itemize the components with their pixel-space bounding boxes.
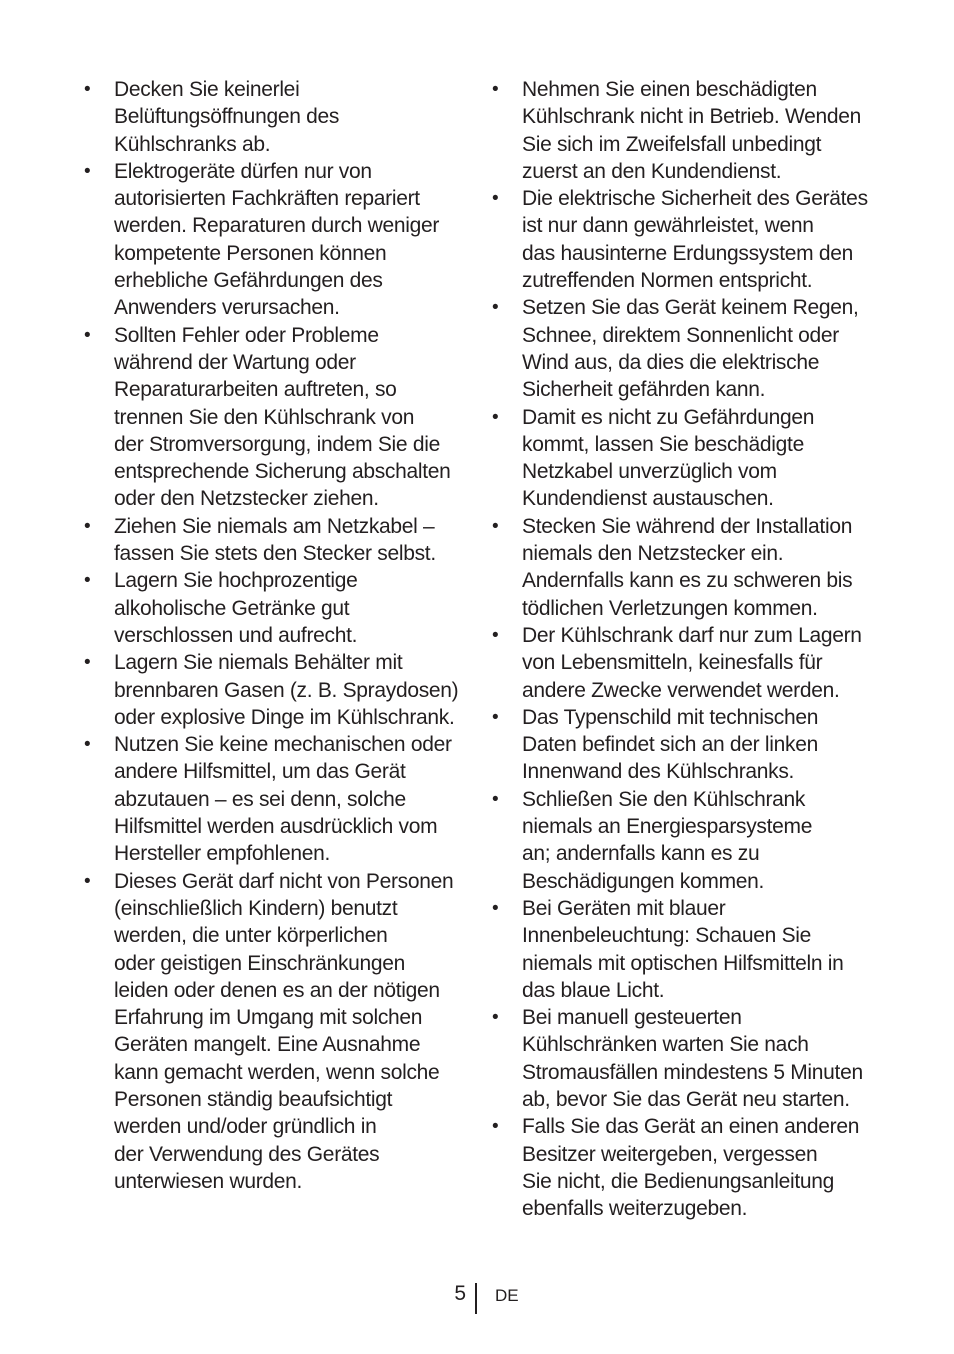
instruction-text-line: Beschädigungen kommen. — [522, 869, 765, 893]
bullet-icon: • — [492, 297, 499, 319]
instruction-text-line: während der Wartung oder — [114, 350, 356, 374]
instruction-text-line: leiden oder denen es an der nötigen — [114, 978, 440, 1002]
instruction-text-line: Das Typenschild mit technischen — [522, 705, 819, 729]
bullet-icon: • — [84, 515, 91, 537]
bullet-icon: • — [84, 160, 91, 182]
bullet-icon: • — [84, 570, 91, 592]
instruction-text-line: Daten befindet sich an der linken — [522, 733, 818, 757]
instruction-text-line: Belüftungsöffnungen des — [114, 105, 340, 129]
safety-instruction-item — [492, 185, 892, 294]
bullet-icon: • — [492, 788, 499, 810]
instruction-text-line: zuerst an den Kundendienst. — [522, 159, 782, 183]
bullet-icon: • — [492, 188, 499, 210]
instruction-text-line: niemals den Netzstecker ein. — [522, 542, 784, 566]
instruction-text-line: andere Hilfsmittel, um das Gerät — [114, 760, 406, 784]
instruction-text-line: andere Zwecke verwendet werden. — [522, 678, 840, 702]
instruction-text-line: oder geistigen Einschränkungen — [114, 951, 406, 975]
safety-instruction-item — [84, 649, 474, 731]
instruction-text-line: Lagern Sie niemals Behälter mit — [114, 651, 403, 675]
instruction-text-line: Reparaturarbeiten auftreten, so — [114, 378, 397, 402]
instruction-text-line: Anwenders verursachen. — [114, 296, 340, 320]
instruction-text-line: erhebliche Gefährdungen des — [114, 269, 383, 293]
page-footer — [0, 1281, 954, 1313]
bullet-icon: • — [492, 1007, 499, 1029]
instruction-text-line: das hausinterne Erdungssystem den — [522, 241, 853, 265]
instruction-text-line: Kundendienst austauschen. — [522, 487, 774, 511]
instruction-text-line: Nehmen Sie einen beschädigten — [522, 78, 817, 101]
instruction-text-line: Sollten Fehler oder Probleme — [114, 323, 379, 347]
instruction-text-line: verschlossen und aufrecht. — [114, 623, 358, 647]
instruction-text-line: autorisierten Fachkräften repariert — [114, 187, 420, 211]
instruction-text-line: fassen Sie stets den Stecker selbst. — [114, 542, 436, 566]
safety-instruction-item — [492, 294, 892, 403]
instruction-text-line: Hilfsmittel werden ausdrücklich vom — [114, 815, 438, 839]
bullet-icon: • — [84, 652, 91, 674]
instruction-text-line: Dieses Gerät darf nicht von Personen — [114, 869, 454, 893]
bullet-icon: • — [84, 870, 91, 892]
instruction-text-line: unterwiesen wurden. — [114, 1169, 303, 1193]
page-number: 5 — [454, 1282, 466, 1305]
safety-instruction-item — [84, 868, 474, 1196]
instruction-text-line: von Lebensmitteln, keinesfalls für — [522, 651, 823, 675]
instruction-text-line: der Stromversorgung, indem Sie die — [114, 432, 440, 456]
instruction-text-line: tödlichen Verletzungen kommen. — [522, 596, 818, 620]
instruction-text-line: Der Kühlschrank darf nur zum Lagern — [522, 623, 862, 647]
instruction-text-line: Kühlschränken warten Sie nach — [522, 1033, 809, 1057]
instruction-text-line: an; andernfalls kann es zu — [522, 842, 760, 866]
instruction-text-line: Hersteller empfohlenen. — [114, 842, 331, 866]
instruction-text-line: Besitzer weitergeben, vergessen — [522, 1142, 818, 1166]
instruction-text-line: Setzen Sie das Gerät keinem Regen, — [522, 296, 859, 320]
bullet-icon: • — [84, 734, 91, 756]
instruction-text-line: ist nur dann gewährleistet, wenn — [522, 214, 814, 238]
safety-instruction-item — [492, 704, 892, 786]
instruction-text-line: kann gemacht werden, wenn solche — [114, 1060, 440, 1084]
instruction-text-line: niemals an Energiesparsysteme — [522, 815, 813, 839]
instruction-text-line: Innenbeleuchtung: Schauen Sie — [522, 924, 812, 948]
instruction-text-line: alkoholische Getränke gut — [114, 596, 350, 620]
instruction-text-line: kompetente Personen können — [114, 241, 387, 265]
safety-instruction-item — [492, 1004, 892, 1113]
safety-instruction-item — [492, 622, 892, 704]
bullet-icon: • — [492, 706, 499, 728]
instruction-text-line: Sie sich im Zweifelsfall unbedingt — [522, 132, 822, 156]
bullet-icon: • — [84, 324, 91, 346]
instruction-text-line: oder den Netzstecker ziehen. — [114, 487, 379, 511]
instruction-text-line: Andernfalls kann es zu schweren bis — [522, 569, 853, 593]
safety-instruction-item — [492, 513, 892, 622]
instruction-text-line: werden und/oder gründlich in — [114, 1115, 377, 1139]
safety-instruction-item — [492, 895, 892, 1004]
instruction-text-line: Stromausfällen mindestens 5 Minuten — [522, 1060, 863, 1084]
safety-instruction-item — [84, 567, 474, 649]
safety-instruction-item — [492, 1113, 892, 1222]
instruction-text-line: Ziehen Sie niemals am Netzkabel – — [114, 514, 435, 538]
right-column-safety-list — [492, 76, 892, 1222]
instruction-text-line: Erfahrung im Umgang mit solchen — [114, 1006, 423, 1030]
instruction-text-line: Bei Geräten mit blauer — [522, 896, 726, 920]
instruction-text-line: Netzkabel unverzüglich vom — [522, 460, 777, 484]
language-code: DE — [495, 1286, 519, 1305]
instruction-text-line: Sicherheit gefährden kann. — [522, 378, 766, 402]
instruction-text-line: entsprechende Sicherung abschalten — [114, 460, 451, 484]
instruction-text-line: oder explosive Dinge im Kühlschrank. — [114, 705, 455, 729]
instruction-text-line: Elektrogeräte dürfen nur von — [114, 159, 372, 183]
instruction-text-line: Die elektrische Sicherheit des Gerätes — [522, 187, 868, 211]
instruction-text-line: ebenfalls weiterzugeben. — [522, 1197, 748, 1221]
instruction-text-line: abzutauen – es sei denn, solche — [114, 787, 406, 811]
instruction-text-line: niemals mit optischen Hilfsmitteln in — [522, 951, 844, 975]
instruction-text-line: Schnee, direktem Sonnenlicht oder — [522, 323, 839, 347]
safety-instruction-item — [84, 76, 474, 158]
safety-instruction-item — [84, 731, 474, 867]
instruction-text-line: Sie nicht, die Bedienungsanleitung — [522, 1169, 835, 1193]
safety-instruction-item — [492, 404, 892, 513]
instruction-text-line: zutreffenden Normen entspricht. — [522, 269, 813, 293]
bullet-icon: • — [492, 406, 499, 428]
bullet-icon: • — [492, 1116, 499, 1138]
instruction-text-line: Bei manuell gesteuerten — [522, 1006, 742, 1030]
instruction-text-line: werden, die unter körperlichen — [114, 924, 388, 948]
instruction-text-line: das blaue Licht. — [522, 978, 665, 1002]
safety-instruction-item — [492, 786, 892, 895]
instruction-text-line: kommt, lassen Sie beschädigte — [522, 432, 804, 456]
safety-instruction-item — [84, 322, 474, 513]
footer-divider — [475, 1283, 477, 1314]
instruction-text-line: ab, bevor Sie das Gerät neu starten. — [522, 1087, 850, 1111]
instruction-text-line: Innenwand des Kühlschranks. — [522, 760, 795, 784]
bullet-icon: • — [492, 897, 499, 919]
instruction-text-line: trennen Sie den Kühlschrank von — [114, 405, 415, 429]
instruction-text-line: Lagern Sie hochprozentige — [114, 569, 358, 593]
instruction-text-line: Damit es nicht zu Gefährdungen — [522, 405, 815, 429]
safety-instruction-item — [84, 513, 474, 568]
bullet-icon: • — [492, 624, 499, 646]
bullet-icon: • — [492, 79, 499, 100]
instruction-text-line: Kühlschranks ab. — [114, 132, 271, 156]
instruction-text-line: Falls Sie das Gerät an einen anderen — [522, 1115, 860, 1139]
instruction-text-line: Personen ständig beaufsichtigt — [114, 1087, 393, 1111]
instruction-text-line: werden. Reparaturen durch weniger — [114, 214, 440, 238]
instruction-text-line: Wind aus, da dies die elektrische — [522, 350, 820, 374]
safety-instruction-item — [84, 158, 474, 322]
safety-instruction-item — [492, 76, 892, 185]
instruction-text-line: Kühlschrank nicht in Betrieb. Wenden — [522, 105, 862, 129]
bullet-icon: • — [84, 79, 91, 100]
bullet-icon: • — [492, 515, 499, 537]
instruction-text-line: Nutzen Sie keine mechanischen oder — [114, 733, 452, 757]
instruction-text-line: der Verwendung des Gerätes — [114, 1142, 380, 1166]
instruction-text-line: Geräten mangelt. Eine Ausnahme — [114, 1033, 421, 1057]
instruction-text-line: brennbaren Gasen (z. B. Spraydosen) — [114, 678, 459, 702]
instruction-text-line: Stecken Sie während der Installation — [522, 514, 853, 538]
instruction-text-line: (einschließlich Kindern) benutzt — [114, 896, 398, 920]
instruction-text-line: Schließen Sie den Kühlschrank — [522, 787, 806, 811]
instruction-text-line: Decken Sie keinerlei — [114, 78, 300, 101]
left-column-safety-list — [84, 76, 474, 1195]
